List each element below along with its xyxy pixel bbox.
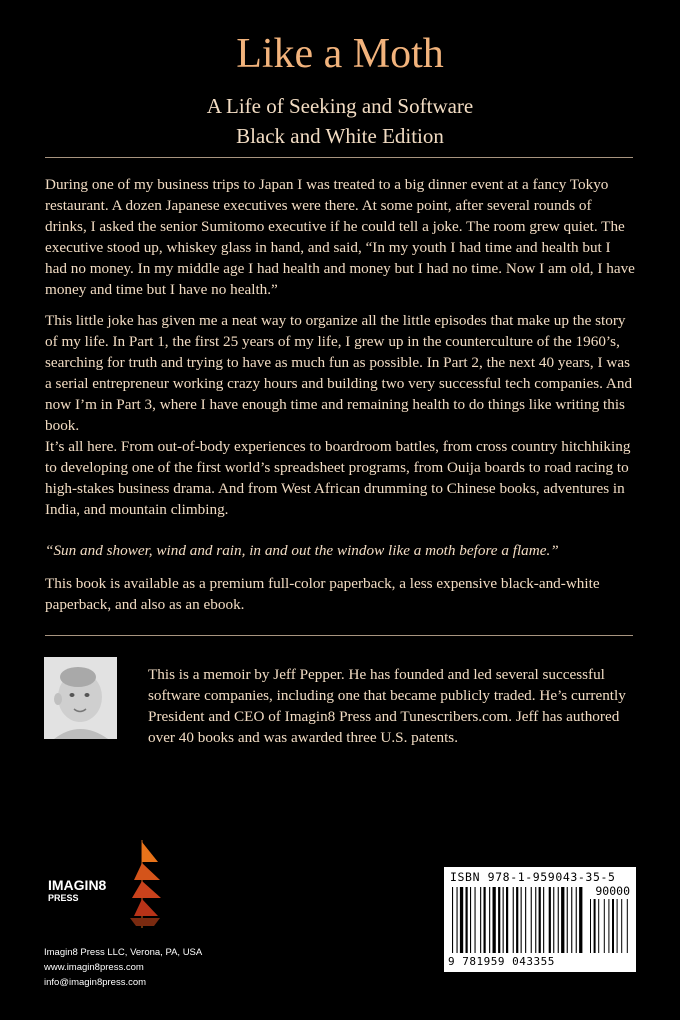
publisher-info: [44, 945, 202, 990]
blurb-paragraph-3: It’s all here. From out-of-body experiences to boardroom battles, from cross country hitchhiking to developing one of the first world’s spreadsheet programs, from Ouija boards to road racing to high-stakes business drama. And from West African drumming to Chinese books, adventures in India, and mountain climbing.: [45, 438, 631, 518]
junk-sail-icon: [128, 840, 162, 928]
isbn-barcode: [444, 867, 636, 972]
imagin8-logo: [44, 840, 164, 930]
author-bio: This is a memoir by Jeff Pepper. He has founded and led several successful software companies, including one that became publicly traded. He’s currently President and CEO of Imagin8 Press and Tunescribers.com. Jeff has authored over 40 books and was awarded three U.S. patents.: [148, 666, 626, 746]
logo-sub: PRESS: [48, 893, 79, 903]
publisher-address: Imagin8 Press LLC, Verona, PA, USA: [44, 947, 203, 958]
blurb-paragraph-2: This little joke has given me a neat way to organize all the little episodes that make up the story of my life. In Part 1, the first 25 years of my life, I grew up in the counterculture of the 1960’s, searching for truth and trying to have as much fun as possible. In Part 2, the next 40 years, I was a serial entrepreneur working crazy hours and building two very successful tech companies. And now I’m in Part 3, where I have enough time and remaining health to do things like writing this book.: [45, 312, 633, 434]
edition-label: Black and White Edition: [236, 124, 444, 148]
blurb-availability: This book is available as a premium full-color paperback, a less expensive black-and-white paperback, and also as an ebook.: [45, 575, 600, 613]
blurb-paragraph-1: During one of my business trips to Japan I was treated to a big dinner event at a fancy Tokyo restaurant. A dozen Japanese executives were there. At some point, after several rounds of drinks, I asked the senior Sumitomo executive if he could tell a joke. The room grew quiet. The executive stood up, whiskey glass in hand, and said, “In my youth I had time and health but I had no money. In my middle age I had health and money but I had no time. Now I am old, I have money and time but I have no health.”: [45, 176, 635, 298]
blurb-quote: “Sun and shower, wind and rain, in and out the window like a moth before a flame.”: [45, 542, 559, 559]
top-divider: [45, 157, 633, 158]
logo-name: IMAGIN8: [48, 877, 107, 893]
barcode-digits: 9 781959 043355: [448, 955, 555, 968]
isbn-label: ISBN 978-1-959043-35-5: [450, 870, 616, 884]
publisher-email: info@imagin8press.com: [44, 977, 147, 988]
bottom-divider: [45, 635, 633, 636]
price-code: 90000: [595, 884, 630, 898]
book-subtitle: A Life of Seeking and Software: [206, 94, 474, 118]
author-baby-photo: [44, 657, 117, 739]
book-title: Like a Moth: [236, 31, 444, 77]
publisher-website: www.imagin8press.com: [44, 962, 144, 973]
